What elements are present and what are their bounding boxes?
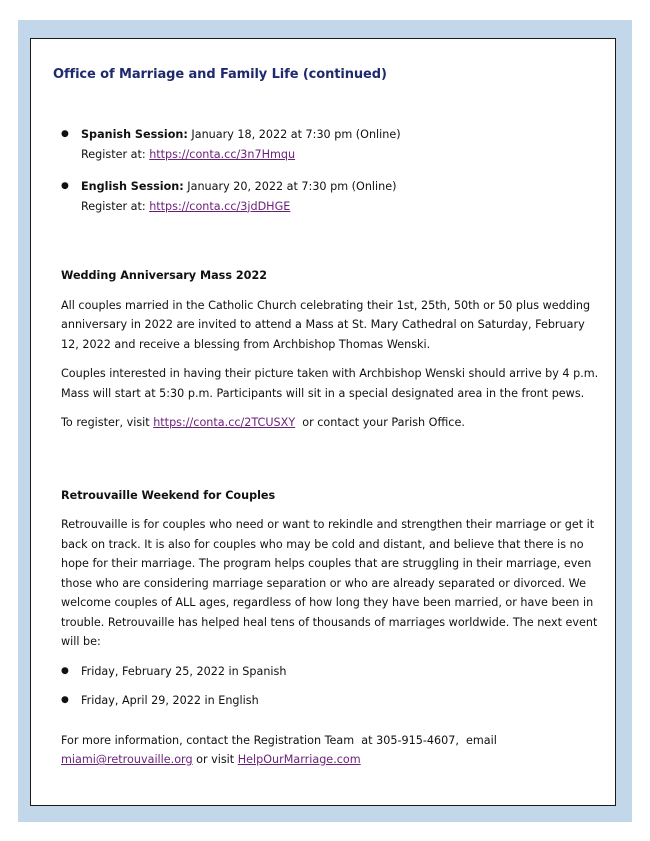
event-text: Friday, April 29, 2022 in English	[81, 694, 259, 707]
session-line	[81, 125, 601, 145]
bullet-icon: ●	[61, 181, 69, 191]
register-label: Register at:	[81, 147, 150, 161]
session-time: January 18, 2022 at 7:30 pm (Online)	[187, 128, 401, 141]
bullet-icon: ●	[61, 695, 69, 705]
page-title: Office of Marriage and Family Life (continued)	[53, 67, 387, 82]
session-time: January 20, 2022 at 7:30 pm (Online)	[183, 180, 397, 193]
session-label: Spanish Session:	[81, 128, 188, 141]
register-suffix: or contact your Parish Office.	[295, 416, 465, 429]
page-content	[61, 125, 601, 770]
event-text: Friday, February 25, 2022 in Spanish	[81, 664, 287, 678]
contact-links-line	[61, 750, 601, 770]
anniversary-register-paragraph	[61, 413, 601, 433]
contact-website-link[interactable]: HelpOurMarriage.com	[237, 753, 361, 766]
retrouvaille-paragraph: Retrouvaille is for couples who need or want to rekindle and strengthen their marriage or get it back on track. It is also for couples who may be cold and distant, and believe that there is no hope for their marriage. The program helps couples that are struggling in their marriage, even those who are considering marriage separation or who are already separated or divorced. We welcome couples of ALL ages, regardless of how long they have been married, or have been in trouble. Retrouvaille has helped heal tens of thousands of marriages worldwide. The next event will be:	[61, 518, 598, 648]
contact-paragraph	[61, 731, 601, 770]
anniversary-section-title: Wedding Anniversary Mass 2022	[61, 269, 268, 282]
document-page	[30, 38, 616, 806]
bullet-icon: ●	[61, 665, 69, 676]
english-register-link[interactable]: https://conta.cc/3jdDHGE	[149, 199, 291, 213]
session-spanish	[61, 125, 601, 164]
register-label: Register at:	[81, 199, 150, 213]
session-register-line	[81, 145, 601, 165]
event-list-item	[61, 662, 601, 682]
contact-line: For more information, contact the Registration Team at 305-915-4607, email	[61, 733, 497, 747]
register-prefix: To register, visit	[61, 416, 154, 429]
bullet-icon: ●	[61, 129, 69, 139]
anniversary-register-link[interactable]: https://conta.cc/2TCUSXY	[153, 416, 296, 429]
spanish-register-link[interactable]: https://conta.cc/3n7Hmqu	[149, 147, 296, 161]
anniversary-paragraph: All couples married in the Catholic Church celebrating their 1st, 25th, 50th or 50 plus wedding anniversary in 2022 are invited to attend a Mass at St. Mary Cathedral on Saturday, February 12, 2022 and receive a blessing from Archbishop Thomas Wenski.	[61, 298, 591, 351]
session-line	[81, 177, 601, 197]
anniversary-arrival-paragraph: Couples interested in having their picture taken with Archbishop Wenski should arrive by 4 p.m. Mass will start at 5:30 p.m. Participants will sit in a special designated area in the front pews.	[61, 367, 599, 400]
event-list-item	[61, 691, 601, 711]
session-english	[61, 177, 601, 216]
retrouvaille-section-title: Retrouvaille Weekend for Couples	[61, 488, 276, 502]
session-label: English Session:	[81, 180, 184, 193]
contact-email-link[interactable]: miami@retrouvaille.org	[61, 753, 193, 766]
contact-middle: or visit	[192, 753, 238, 766]
session-register-line	[81, 197, 601, 217]
